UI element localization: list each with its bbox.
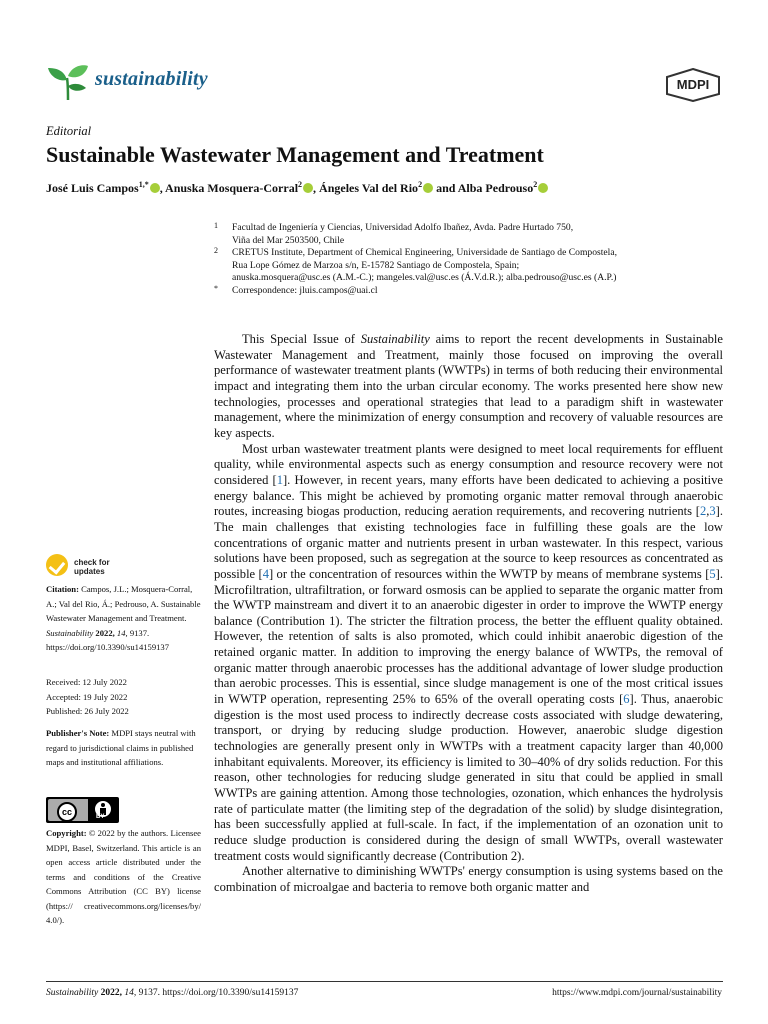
affiliation-line: Facultad de Ingeniería y Ciencias, Universidad Adolfo Ibañez, Avda. Padre Hurtado 750,	[232, 222, 574, 233]
body-paragraph: Another alternative to diminishing WWTPs' energy consumption is using systems based on the combination of microalgae and bacteria to remove both organic matter and	[214, 864, 723, 894]
affiliation-mark: *	[214, 283, 218, 293]
cc-by-license-badge[interactable]	[46, 797, 119, 823]
published-date: Published: 26 July 2022	[46, 706, 129, 716]
affiliation-line: Viña del Mar 2503500, Chile	[232, 234, 345, 246]
cc-icon: cc	[57, 802, 77, 822]
journal-mention: Sustainability	[360, 332, 430, 346]
orcid-icon[interactable]	[150, 183, 160, 193]
author-name[interactable]: Ángeles Val del Rio	[319, 181, 419, 195]
check-for-updates-badge[interactable]	[46, 554, 136, 580]
author-name[interactable]: Anuska Mosquera-Corral	[165, 181, 299, 195]
reference-link[interactable]: 1	[276, 472, 283, 487]
journal-logo	[46, 62, 90, 102]
affiliation-mark: 2	[214, 246, 218, 256]
author-separator: ,	[159, 181, 166, 195]
author-separator: and	[433, 181, 458, 195]
copyright-label: Copyright:	[46, 828, 87, 838]
author-affil-mark: 2	[533, 180, 538, 189]
reference-link[interactable]: 3	[709, 504, 716, 519]
affiliation-line: CRETUS Institute, Department of Chemical Engineering, Universidade de Santiago de Compostela,	[232, 247, 617, 259]
article-title: Sustainable Wastewater Management and Treatment	[46, 142, 544, 167]
sprout-icon	[46, 62, 90, 102]
mdpi-logo-text: MDPI	[676, 77, 710, 92]
check-icon	[46, 554, 68, 576]
body-paragraph: This Special Issue of Sustainability aims to report the recent developments in Sustainable Wastewater Management and Treatment, mainly those focused on improving the overall performance of wastewater treatment plants (WWTPs) in terms of both reducing their environmental impact and integrating them into the urban circular economy. The works presented here show new technologies, processes and operational strategies that lead to a paradigm shift in wastewater management, where the minimization of energy consumption and recovery of valuable resources are key aspects.	[214, 332, 723, 440]
copyright-text: © 2022 by the authors. Licensee MDPI, Basel, Switzerland. This article is an open access article distributed under the terms and conditions of the Creative Commons Attribution (CC BY) license (https:// creativecommons.org/licenses/by/ 4.0/).	[46, 828, 201, 925]
check-line1: check for	[74, 558, 110, 567]
citation-journal: Sustainability	[46, 627, 94, 638]
check-line2: updates	[74, 567, 105, 576]
affiliation-item	[214, 247, 724, 285]
author-list	[46, 180, 548, 196]
affiliation-item	[214, 285, 724, 298]
footer-citation	[46, 988, 298, 998]
footer-divider	[46, 981, 723, 982]
affiliation-mark: 1	[214, 221, 218, 230]
citation-block	[46, 582, 201, 655]
citation-doi[interactable]: 9137. https://doi.org/10.3390/su14159137	[46, 627, 170, 652]
author-separator: ,	[313, 181, 320, 195]
author-affil-mark: 2	[418, 180, 423, 189]
mdpi-logo[interactable]	[664, 68, 722, 102]
footer-journal-url[interactable]: https://www.mdpi.com/journal/sustainability	[552, 988, 722, 998]
orcid-icon[interactable]	[538, 183, 548, 193]
journal-name[interactable]: sustainability	[95, 68, 208, 90]
citation-label: Citation:	[46, 584, 79, 594]
correspondence-email[interactable]: Correspondence: jluis.campos@uai.cl	[232, 284, 378, 296]
cc-by-label: BY	[96, 814, 105, 820]
publishers-note-text: MDPI stays neutral with regard to jurisdictional claims in published maps and institutional affiliations.	[46, 728, 196, 767]
affiliation-line: Rua Lope Gómez de Marzoa s/n, E-15782 Santiago de Compostela, Spain;	[232, 259, 520, 271]
affiliation-item	[214, 222, 724, 247]
author-name[interactable]: José Luis Campos	[46, 181, 139, 195]
body-paragraph: Most urban wastewater treatment plants were designed to meet local requirements for effluent quality, while environmental aspects such as energy consumption and resource recovery were not considered [1]. However, in recent years, many efforts have been dedicated to achieving a positive energy balance. This might be achieved by promoting organic matter removal through anaerobic routes, increasing biogas production, reducing aeration requirements, and recovering nutrients [2,3]. The main challenges that existing technologies face in fulfilling these goals are the low concentrations of organic matter and nutrients present in urban wastewater. In this respect, various solutions have been proposed, such as segregation at the source to keep resources as concentrated as possible [4] or the concentration of resources within the WWTP by means of membrane systems [5]. Microfiltration, ultrafiltration, or forward osmosis can be applied to separate the organic matter from the WWTP mainstream and divert it to an anaerobic digester in order to improve the WWTP energy balance (Contribution 1). The stricter the filtration process, the better the effluent quality obtained. However, the retention of salts is also promoted, which could inhibit anaerobic digestion of the retained organic matter. In addition to improving the energy balance of WWTPs, the removal of organic matter through anaerobic processes has the additional advantage of lower sludge production than aerobic processes. This is essential, since sludge management is one of the most critical issues in WWTP operation, representing 25% to 65% of the overall operating costs [6]. Thus, anaerobic digestion is the most used process to indirectly decrease costs associated with sludge dewatering, transport, or drying by reducing sludge production. However, anaerobic sludge digestion technologies are generally present only in WWTPs with a treatment capacity larger than 40,000 inhabitant equivalents. Moreover, its efficiency is limited to 30–40% of dry solids reduction. For this reason, other technologies for reducing sludge generated in situ that could be applied in small WWTPs are gaining attention. Among those technologies, ozonation, which enhances the hydrolysis rate of particulate matter (the limiting step of the degradation of the solid) by sludge disintegration, has been successfully applied at full-scale. In fact, if the implementation of an ozonation unit to reduce sludge production is considered during the design of small WWTPs, overall wastewater treatment costs would significantly decrease (Contribution 2).	[214, 441, 723, 863]
reference-link[interactable]: 6	[623, 692, 630, 707]
footer-year: 2022,	[100, 988, 122, 998]
affiliation-emails[interactable]: anuska.mosquera@usc.es (A.M.-C.); mangeles.val@usc.es (Á.V.d.R.); alba.pedrouso@usc.es (A.P.)	[232, 272, 617, 284]
footer-doi[interactable]: 9137. https://doi.org/10.3390/su14159137	[138, 988, 299, 998]
received-date: Received: 12 July 2022	[46, 677, 127, 687]
article-type: Editorial	[46, 124, 92, 138]
dates-block	[46, 675, 201, 719]
accepted-date: Accepted: 19 July 2022	[46, 691, 128, 702]
orcid-icon[interactable]	[303, 183, 313, 193]
reference-link[interactable]: 5	[709, 566, 716, 581]
footer-journal: Sustainability	[46, 988, 99, 998]
orcid-icon[interactable]	[423, 183, 433, 193]
article-body	[214, 332, 723, 896]
citation-volume: 14,	[116, 627, 128, 638]
affiliations	[214, 222, 724, 298]
reference-link[interactable]: 2	[699, 504, 707, 519]
reference-link[interactable]: 4	[262, 566, 269, 581]
citation-year: 2022,	[95, 627, 115, 638]
publishers-note-label: Publisher's Note:	[46, 728, 110, 738]
author-name[interactable]: Alba Pedrouso	[457, 181, 534, 195]
author-affil-mark: 1,*	[138, 180, 149, 189]
publishers-note	[46, 726, 201, 770]
footer-volume: 14,	[124, 988, 137, 998]
citation-text: Campos, J.L.; Mosquera-Corral, A.; Val del Rio, Á.; Pedrouso, A. Sustainable Wastewater Management and Treatment.	[46, 584, 201, 623]
copyright-block	[46, 826, 201, 928]
author-affil-mark: 2	[298, 180, 303, 189]
